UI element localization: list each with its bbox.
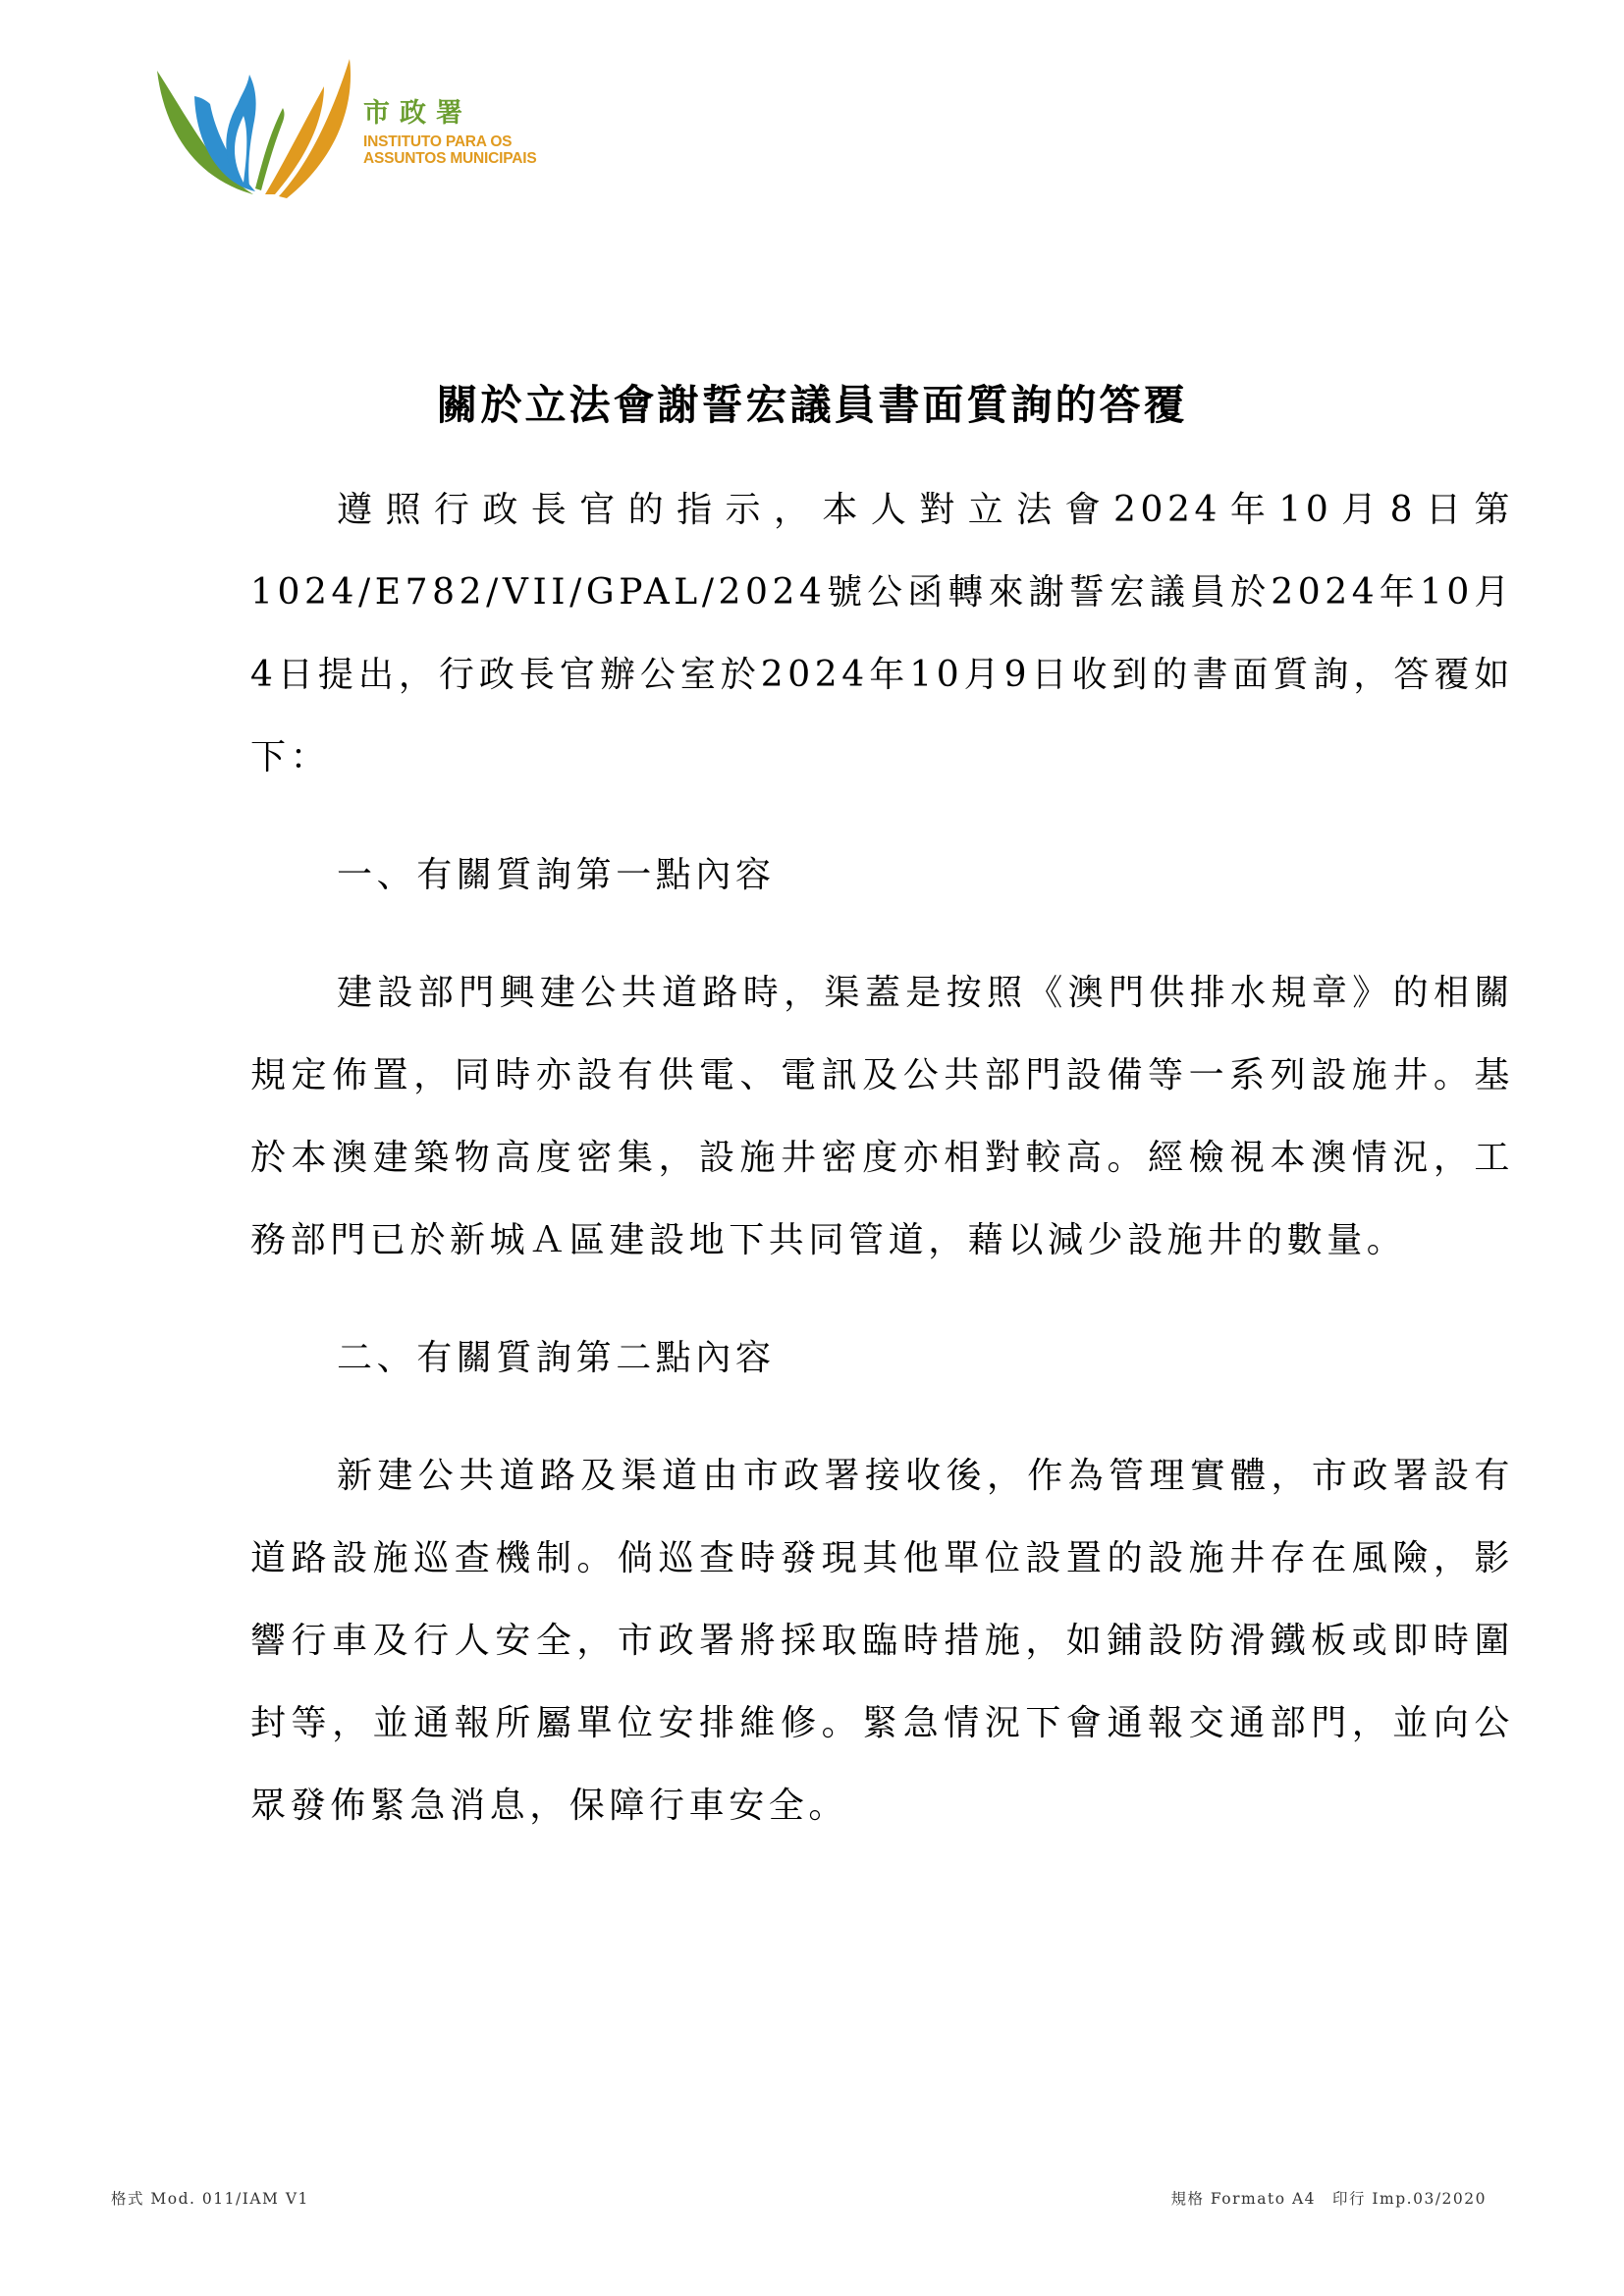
logo-text bbox=[363, 98, 579, 167]
intro-paragraph: 遵照行政長官的指示，本人對立法會2024年10月8日第1024/E782/VII/GPAL/2024號公函轉來謝誓宏議員於2024年10月4日提出，行政長官辦公室於2024年10月9日收到的書面質詢，答覆如下： bbox=[250, 490, 1514, 777]
iam-logo-icon bbox=[155, 57, 361, 204]
section-heading-2: 二、有關質詢第二點內容 bbox=[337, 1338, 776, 1378]
document-body bbox=[250, 469, 1514, 1847]
footer-format-info: 規格 Formato A4 印行 Imp.03/2020 bbox=[1170, 2190, 1487, 2208]
logo-name-chinese: 市政署 bbox=[363, 98, 472, 129]
document-title: 關於立法會謝誓宏議員書面質詢的答覆 bbox=[436, 381, 1188, 429]
section-heading-1: 一、有關質詢第一點內容 bbox=[337, 855, 776, 895]
section-body-2: 新建公共道路及渠道由市政署接收後，作為管理實體，市政署設有道路設施巡查機制。倘巡查時發現其他單位設置的設施井存在風險，影響行車及行人安全，市政署將採取臨時措施，如鋪設防滑鐵板或即時圍封等，並通報所屬單位安排維修。緊急情況下會通報交通部門，並向公眾發佈緊急消息，保障行車安全。 bbox=[250, 1456, 1514, 1826]
iam-logo bbox=[155, 57, 568, 204]
footer-form-code: 格式 Mod. 011/IAM V1 bbox=[111, 2190, 309, 2208]
logo-name-portuguese-line2: ASSUNTOS MUNICIPAIS bbox=[363, 150, 537, 167]
section-body-1: 建設部門興建公共道路時，渠蓋是按照《澳門供排水規章》的相關規定佈置，同時亦設有供電、電訊及公共部門設備等一系列設施井。基於本澳建築物高度密集，設施井密度亦相對較高。經檢視本澳情況，工務部門已於新城Ａ區建設地下共同管道，藉以減少設施井的數量。 bbox=[250, 973, 1514, 1260]
logo-name-portuguese-line1: INSTITUTO PARA OS bbox=[363, 133, 513, 150]
